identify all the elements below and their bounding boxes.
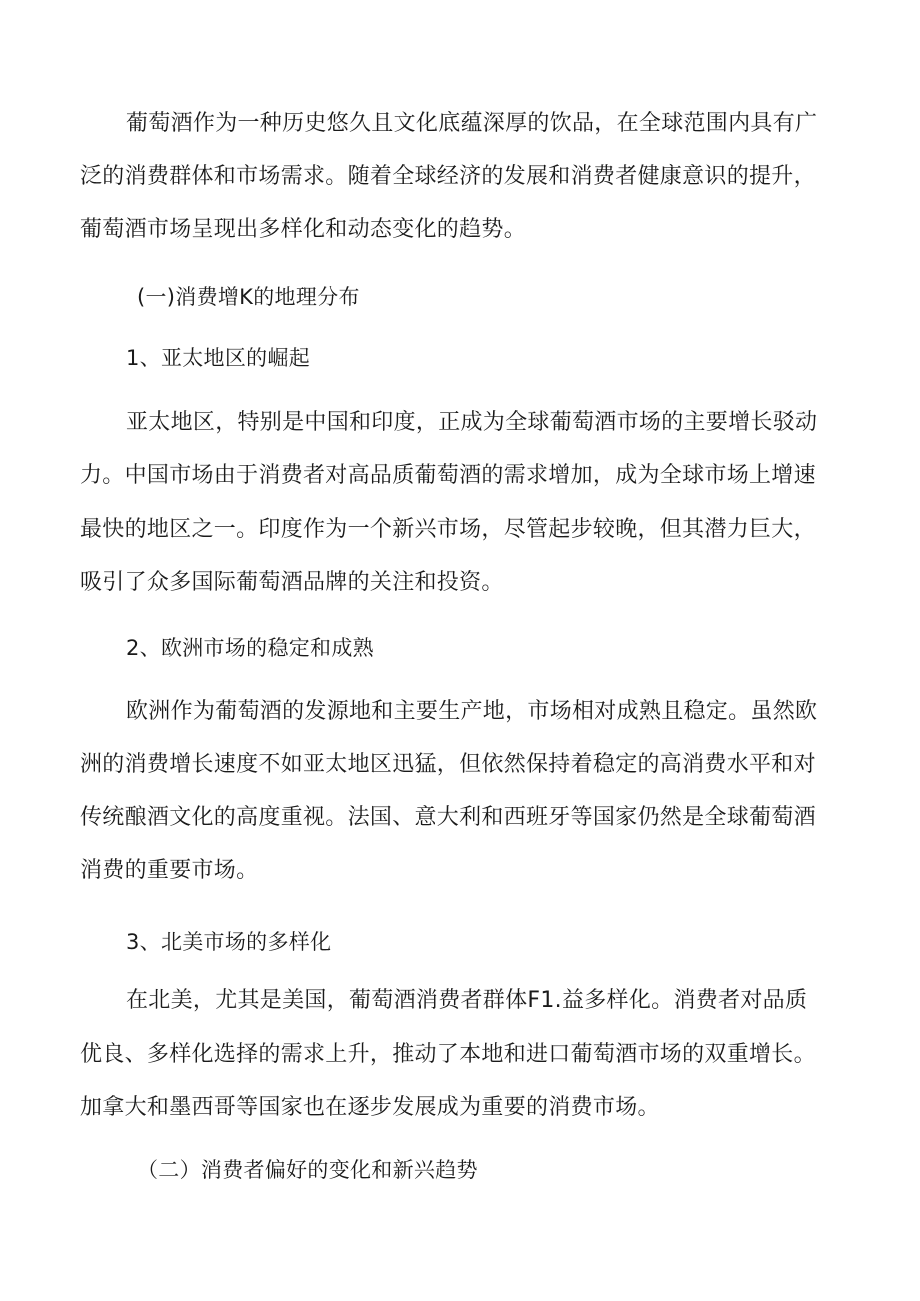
europe-line-2: 洲的消费增长速度不如亚太地区迅猛，但依然保持着稳定的高消费水平和对 <box>80 752 816 777</box>
asia-line-3: 最快的地区之一。印度作为一个新兴市场，尽管起步较晚，但其潜力巨大， <box>80 517 816 542</box>
subheading-europe: 2、欧洲市场的稳定和成熟 <box>126 636 374 660</box>
intro-line-1: 葡萄酒作为一种历史悠久且文化底蕴深厚的饮品，在全球范围内具有广 <box>126 111 818 136</box>
north-america-line-1: 在北美，尤其是美国，葡萄酒消费者群体F1.益多样化。消费者对品质 <box>126 988 808 1013</box>
subheading-north-america: 3、北美市场的多样化 <box>126 930 332 954</box>
north-america-line-2: 优良、多样化选择的需求上升，推动了本地和进口葡萄酒市场的双重增长。 <box>80 1042 816 1067</box>
section-heading-1: (一)消费增K的地理分布 <box>137 285 360 309</box>
intro-line-2: 泛的消费群体和市场需求。随着全球经济的发展和消费者健康意识的提升， <box>80 164 816 189</box>
europe-line-3: 传统酿酒文化的高度重视。法国、意大利和西班牙等国家仍然是全球葡萄酒 <box>80 805 816 830</box>
asia-line-4: 吸引了众多国际葡萄酒品牌的关注和投资。 <box>80 570 504 595</box>
north-america-line-3: 加拿大和墨西哥等国家也在逐步发展成为重要的消费市场。 <box>80 1095 660 1120</box>
intro-line-3: 葡萄酒市场呈现出多样化和动态变化的趋势。 <box>80 217 527 242</box>
section-heading-2: （二）消费者偏好的变化和新兴趋势 <box>137 1158 478 1182</box>
europe-line-4: 消费的重要市场。 <box>80 858 259 883</box>
europe-line-1: 欧洲作为葡萄酒的发源地和主要生产地，市场相对成熟且稳定。虽然欧 <box>126 699 818 724</box>
subheading-asia-pacific: 1、亚太地区的崛起 <box>126 346 311 370</box>
asia-line-2: 力。中国市场由于消费者对高品质葡萄酒的需求增加，成为全球市场上增速 <box>80 463 816 488</box>
asia-line-1: 亚太地区，特别是中国和印度，正成为全球葡萄酒市场的主要增长驳动 <box>126 410 818 435</box>
